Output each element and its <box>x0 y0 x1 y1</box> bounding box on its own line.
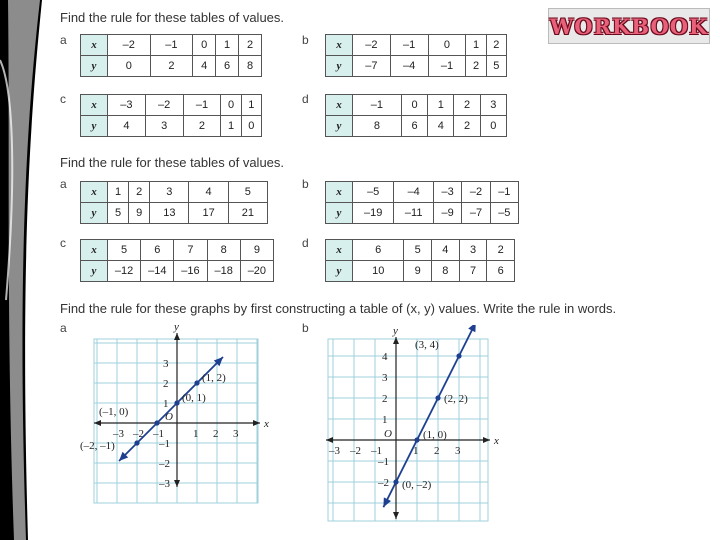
x-header: x <box>81 182 108 203</box>
workbook-badge-text: WORKBOOK <box>549 13 709 39</box>
x-cell: 2 <box>454 95 480 116</box>
y-header: y <box>81 261 108 282</box>
y-cell: 3 <box>145 116 183 137</box>
x-cell: –1 <box>353 95 402 116</box>
x-tick-label: 2 <box>213 428 219 440</box>
graph-point-label: (–2, –1) <box>80 440 115 452</box>
x-tick-label: –3 <box>329 445 340 457</box>
x-cell: 0 <box>221 95 241 116</box>
x-cell: 1 <box>241 95 261 116</box>
y-cell: 13 <box>150 203 189 224</box>
y-axis-label: y <box>393 325 398 337</box>
x-cell: 1 <box>466 35 486 56</box>
x-cell: 5 <box>108 240 141 261</box>
graph-point <box>154 420 159 425</box>
x-axis-label: x <box>494 435 499 447</box>
section-1-table-a <box>80 34 262 77</box>
y-cell: 4 <box>193 56 216 77</box>
section-2-table-b-label: b <box>302 177 309 191</box>
x-cell: 2 <box>129 182 150 203</box>
section-2-table-d-label: d <box>302 236 309 250</box>
graph-section-heading: Find the rule for these graphs by first constructing a table of (x, y) values. Write the rule in words. <box>60 301 617 316</box>
y-tick-label: 3 <box>163 358 169 370</box>
section-2-table-a-label: a <box>60 177 67 191</box>
x-tick-label: 1 <box>193 428 199 440</box>
x-cell: 2 <box>239 35 262 56</box>
y-cell: 21 <box>228 203 267 224</box>
x-cell: –2 <box>145 95 183 116</box>
y-tick-label: 1 <box>382 414 388 426</box>
x-cell: –1 <box>150 35 193 56</box>
x-cell: –1 <box>490 182 518 203</box>
x-cell: 0 <box>193 35 216 56</box>
decorative-swoosh <box>0 0 60 540</box>
section-2-table-c <box>80 239 274 282</box>
y-cell: –19 <box>353 203 394 224</box>
x-cell: 7 <box>174 240 207 261</box>
section-2-table-b <box>325 181 519 224</box>
grid-frame <box>94 339 258 503</box>
y-tick-label: 1 <box>163 398 169 410</box>
x-cell: 5 <box>228 182 267 203</box>
section-2-table-a <box>80 181 268 224</box>
graph-point <box>134 440 139 445</box>
y-cell: –4 <box>390 56 428 77</box>
graph-b <box>318 325 508 525</box>
x-cell: 3 <box>459 240 487 261</box>
y-cell: –1 <box>428 56 466 77</box>
graph-a <box>80 325 280 510</box>
y-cell: 2 <box>150 56 193 77</box>
origin-label: O <box>384 428 392 440</box>
y-cell: –7 <box>462 203 490 224</box>
y-cell: 7 <box>459 261 487 282</box>
x-cell: 2 <box>487 240 515 261</box>
graph-point-label: (2, 2) <box>444 393 468 405</box>
x-cell: –2 <box>108 35 151 56</box>
y-cell: 17 <box>189 203 228 224</box>
x-tick-label: 2 <box>434 445 440 457</box>
y-cell: 0 <box>480 116 506 137</box>
x-cell: –1 <box>183 95 221 116</box>
x-tick-label: –1 <box>153 428 164 440</box>
x-cell: 4 <box>432 240 460 261</box>
section-1-table-c-label: c <box>60 92 66 106</box>
y-tick-label: –2 <box>378 477 389 489</box>
x-cell: 1 <box>216 35 239 56</box>
x-header: x <box>326 35 353 56</box>
x-cell: –2 <box>353 35 391 56</box>
graph-b-label: b <box>302 321 309 335</box>
y-header: y <box>81 116 108 137</box>
graph-point <box>194 380 199 385</box>
y-axis-arrow-up <box>174 333 180 340</box>
graph-line-arrow-end <box>468 325 479 332</box>
y-cell: 2 <box>183 116 221 137</box>
x-tick-label: –1 <box>371 445 382 457</box>
y-tick-label: –1 <box>159 438 170 450</box>
x-header: x <box>81 95 108 116</box>
graph-point-label: (–1, 0) <box>99 406 129 418</box>
x-header: x <box>81 35 108 56</box>
x-cell: –5 <box>353 182 394 203</box>
y-cell: 6 <box>216 56 239 77</box>
section-1-table-d <box>325 94 507 137</box>
x-axis-label: x <box>264 418 269 430</box>
x-cell: 1 <box>428 95 454 116</box>
y-cell: –5 <box>490 203 518 224</box>
y-axis-label: y <box>174 325 179 333</box>
x-cell: –2 <box>462 182 490 203</box>
y-cell: –20 <box>240 261 273 282</box>
x-cell: –3 <box>108 95 146 116</box>
y-header: y <box>81 56 108 77</box>
graph-point-label: (1, 0) <box>423 429 447 441</box>
graph-point <box>174 400 179 405</box>
x-header: x <box>326 182 353 203</box>
y-cell: 5 <box>486 56 506 77</box>
graph-point-label: (1, 2) <box>202 372 226 384</box>
section-2-table-d <box>325 239 515 282</box>
x-cell: 8 <box>207 240 240 261</box>
graph-point-label: (3, 4) <box>415 339 439 351</box>
x-tick-label: 3 <box>233 428 239 440</box>
section-1-table-d-label: d <box>302 92 309 106</box>
y-cell: –9 <box>434 203 462 224</box>
section-2-table-c-label: c <box>60 236 66 250</box>
section-1-table-b <box>325 34 507 77</box>
y-cell: 6 <box>401 116 427 137</box>
y-cell: 8 <box>353 116 402 137</box>
y-cell: –18 <box>207 261 240 282</box>
x-cell: 0 <box>401 95 427 116</box>
y-cell: 9 <box>129 203 150 224</box>
graph-point-label: (0, –2) <box>402 479 432 491</box>
x-tick-label: –3 <box>113 428 124 440</box>
y-cell: 8 <box>432 261 460 282</box>
y-cell: 2 <box>454 116 480 137</box>
y-cell: –12 <box>108 261 141 282</box>
y-cell: 1 <box>221 116 241 137</box>
x-cell: 1 <box>108 182 129 203</box>
x-tick-label: –2 <box>133 428 144 440</box>
y-cell: 5 <box>108 203 129 224</box>
section-1-table-b-label: b <box>302 33 309 47</box>
y-tick-label: 2 <box>382 393 388 405</box>
y-header: y <box>81 203 108 224</box>
graph-point <box>456 353 461 358</box>
y-cell: 9 <box>404 261 432 282</box>
x-header: x <box>81 240 108 261</box>
graph-point <box>393 479 398 484</box>
x-cell: 6 <box>141 240 174 261</box>
y-cell: 4 <box>108 116 146 137</box>
y-cell: 0 <box>241 116 261 137</box>
x-cell: –3 <box>434 182 462 203</box>
y-cell: 2 <box>466 56 486 77</box>
y-header: y <box>326 203 353 224</box>
y-tick-label: –2 <box>159 458 170 470</box>
x-cell: 3 <box>150 182 189 203</box>
x-cell: 0 <box>428 35 466 56</box>
y-cell: 6 <box>487 261 515 282</box>
graph-point <box>435 395 440 400</box>
y-tick-label: 3 <box>382 372 388 384</box>
x-header: x <box>326 240 353 261</box>
y-cell: –16 <box>174 261 207 282</box>
y-cell: 4 <box>428 116 454 137</box>
x-cell: 5 <box>404 240 432 261</box>
section-1-table-a-label: a <box>60 33 67 47</box>
x-tick-label: –2 <box>350 445 361 457</box>
x-cell: –1 <box>390 35 428 56</box>
y-cell: 0 <box>108 56 151 77</box>
y-tick-label: –1 <box>378 456 389 468</box>
y-cell: 8 <box>239 56 262 77</box>
y-cell: –11 <box>394 203 434 224</box>
x-cell: 4 <box>189 182 228 203</box>
y-cell: 10 <box>353 261 404 282</box>
section-1-table-c <box>80 94 262 137</box>
section-2-heading: Find the rule for these tables of values. <box>60 155 285 170</box>
grid-frame <box>328 339 488 521</box>
workbook-badge <box>548 8 710 44</box>
origin-label: O <box>165 411 173 423</box>
y-tick-label: 2 <box>163 378 169 390</box>
y-header: y <box>326 56 353 77</box>
x-header: x <box>326 95 353 116</box>
x-cell: 6 <box>353 240 404 261</box>
x-cell: 2 <box>486 35 506 56</box>
y-header: y <box>326 116 353 137</box>
y-cell: –7 <box>353 56 391 77</box>
graph-point <box>414 437 419 442</box>
x-tick-label: 1 <box>413 445 419 457</box>
x-tick-label: 3 <box>455 445 461 457</box>
graph-point-label: (0, 1) <box>182 392 206 404</box>
y-cell: –14 <box>141 261 174 282</box>
y-tick-label: 4 <box>382 351 388 363</box>
y-tick-label: –3 <box>159 478 170 490</box>
x-cell: –4 <box>394 182 434 203</box>
x-cell: 3 <box>480 95 506 116</box>
graph-a-label: a <box>60 321 67 335</box>
x-cell: 9 <box>240 240 273 261</box>
section-1-heading: Find the rule for these tables of values. <box>60 10 285 25</box>
y-header: y <box>326 261 353 282</box>
